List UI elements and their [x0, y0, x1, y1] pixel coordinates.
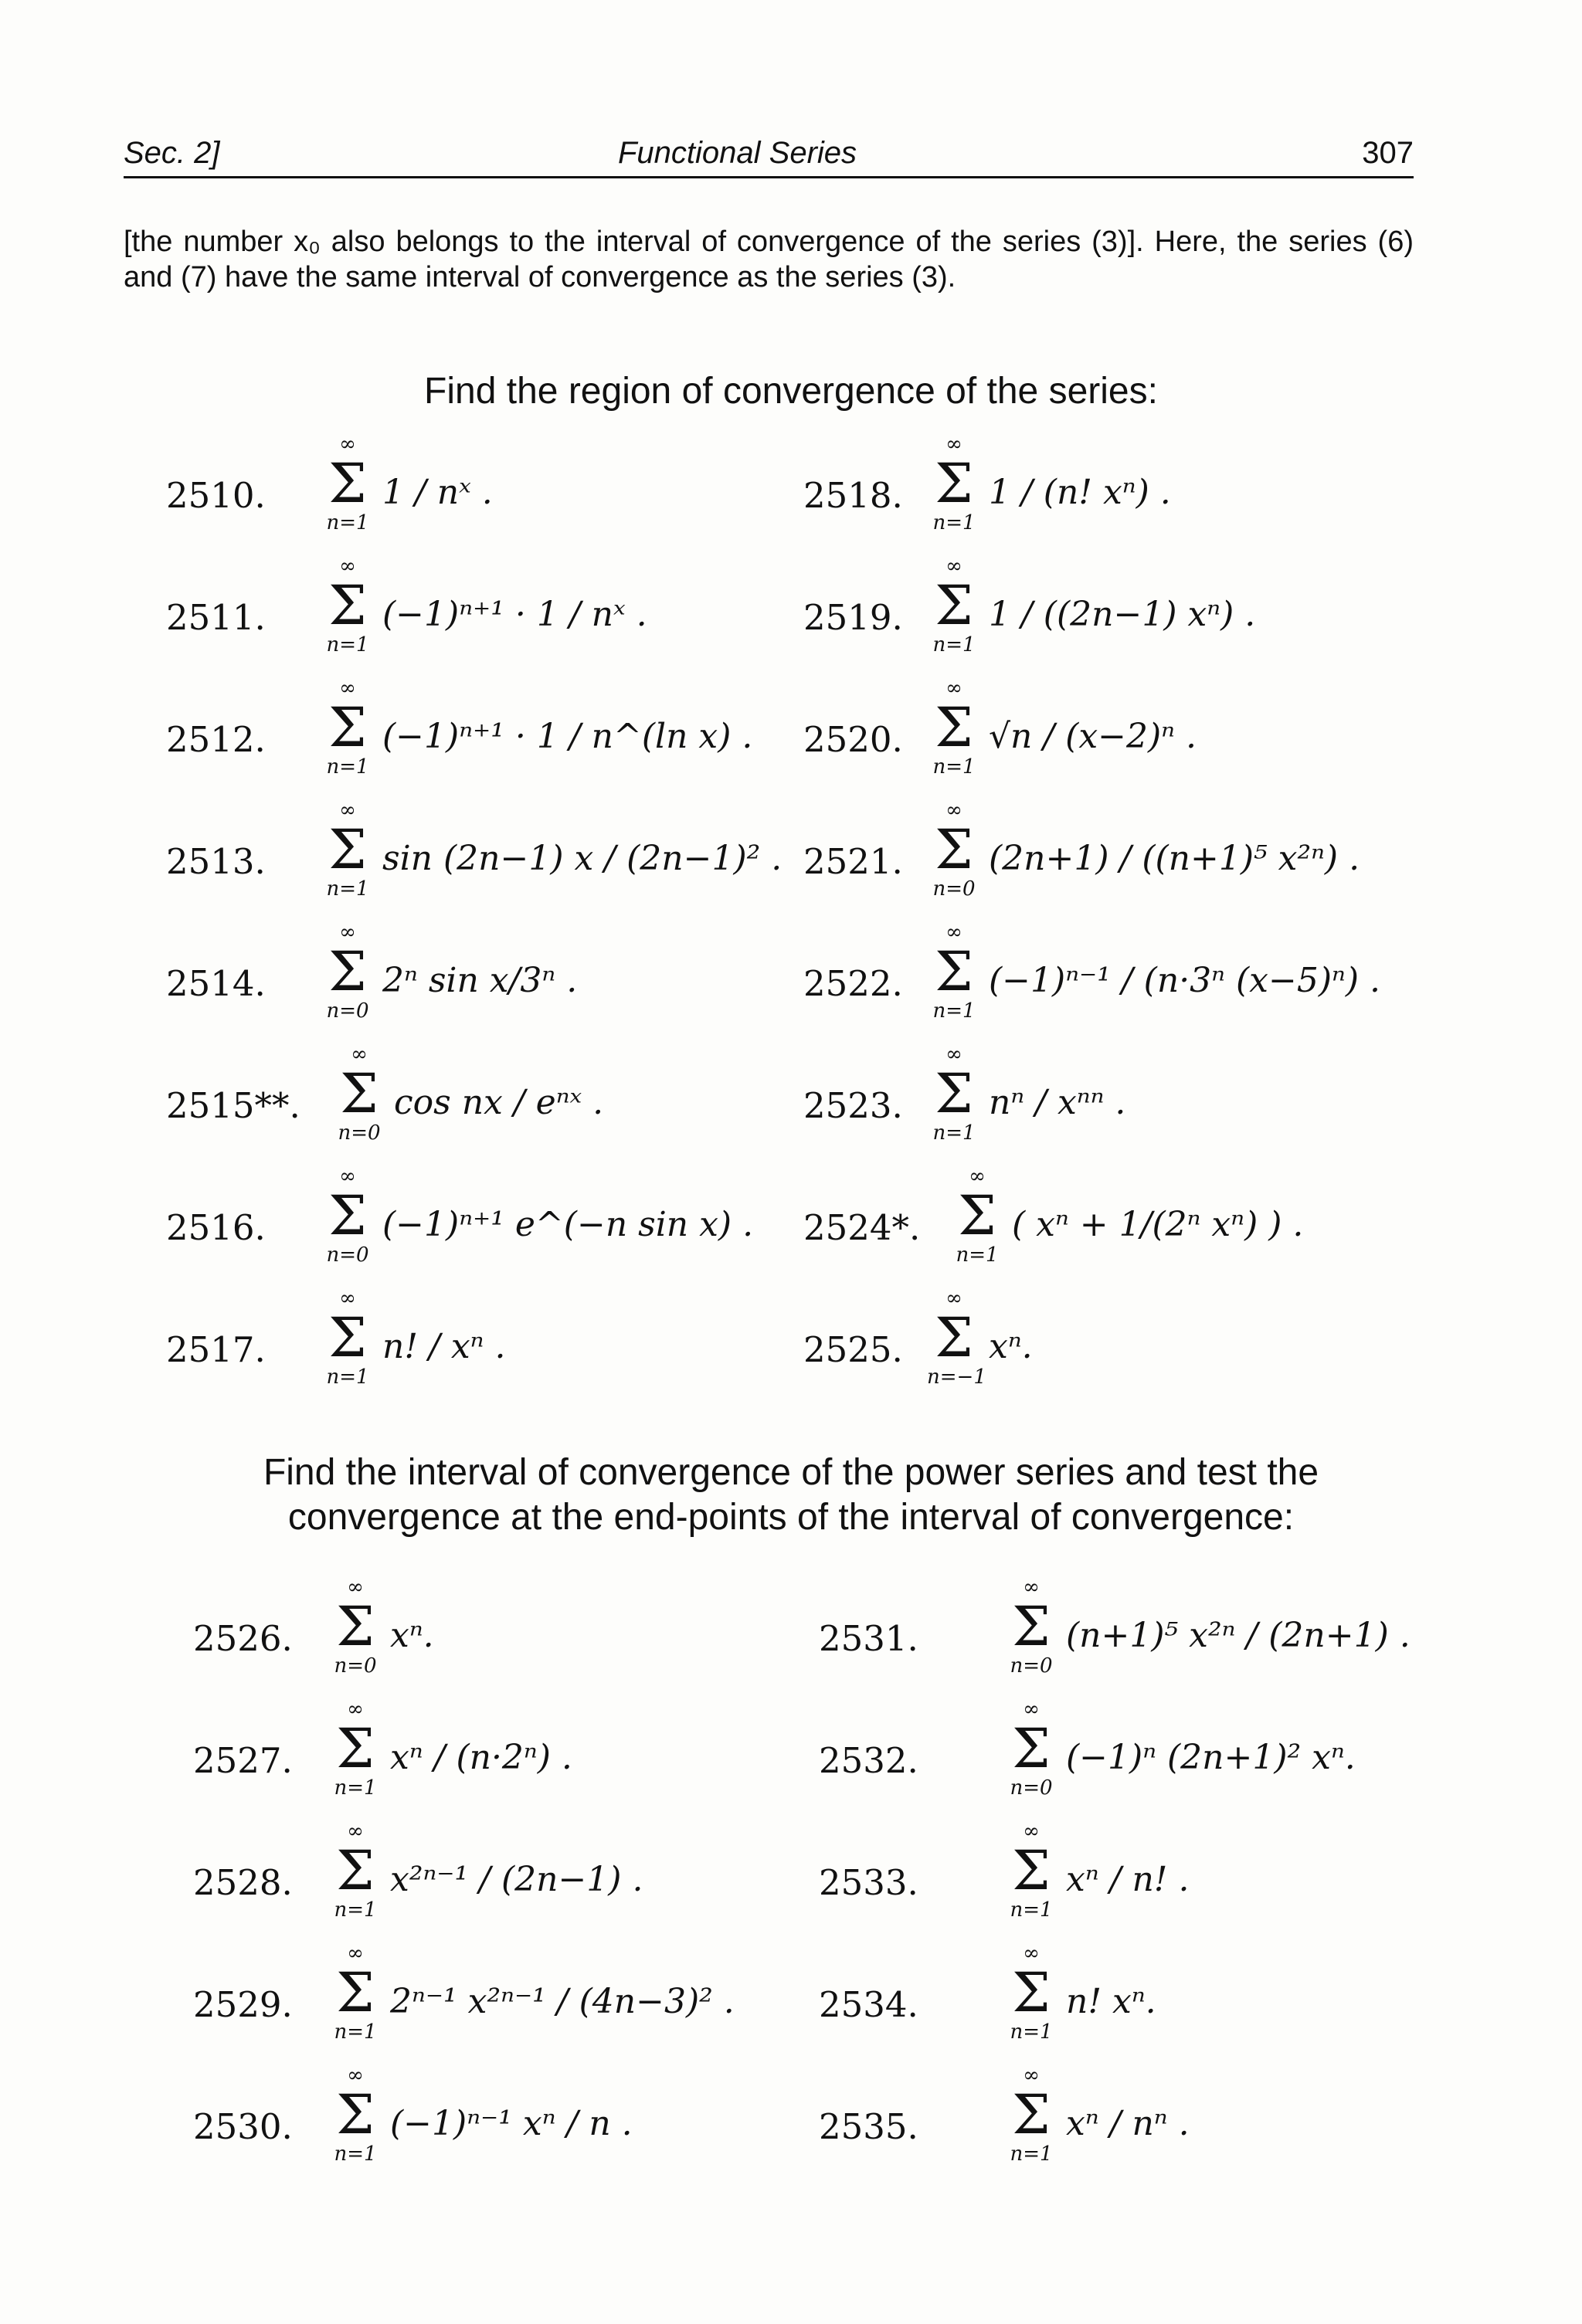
series-term: ( xⁿ + 1/(2ⁿ xⁿ) ) . — [1012, 1205, 1304, 1244]
sigma-sign: ∞ Σ n=1 — [334, 2064, 377, 2166]
problem-number: 2524*. — [803, 1207, 921, 1248]
problem-number: 2520. — [803, 719, 903, 760]
series-term: (n+1)⁵ x²ⁿ / (2n+1) . — [1066, 1616, 1411, 1655]
problem-number: 2512. — [166, 719, 266, 760]
series-term: 1 / (n! xⁿ) . — [989, 473, 1171, 512]
sigma-sign: ∞ Σ n=1 — [932, 555, 976, 656]
problem-2526 — [193, 1576, 780, 1691]
series-term: (−1)ⁿ⁻¹ / (n·3ⁿ (x−5)ⁿ) . — [989, 961, 1380, 1000]
sigma-sign: ∞ Σ n=0 — [338, 1043, 381, 1145]
problem-2518 — [803, 433, 1468, 548]
series-term: 2ⁿ sin x/3ⁿ . — [382, 961, 578, 1000]
problem-2529 — [193, 1942, 780, 2058]
sigma-sign: ∞ Σ n=1 — [326, 677, 369, 779]
series-term: xⁿ. — [989, 1327, 1033, 1366]
problem-2530 — [193, 2064, 780, 2180]
problem-2513 — [166, 799, 783, 914]
problem-2520 — [803, 677, 1468, 792]
series-term: (−1)ⁿ (2n+1)² xⁿ. — [1066, 1738, 1356, 1777]
problem-2523 — [803, 1043, 1468, 1159]
problem-number: 2526. — [193, 1618, 293, 1659]
series-term: (2n+1) / ((n+1)⁵ x²ⁿ) . — [989, 839, 1360, 878]
series-term: xⁿ / n! . — [1066, 1860, 1190, 1899]
sigma-sign: ∞ Σ n=1 — [932, 1043, 976, 1145]
problem-number: 2523. — [803, 1085, 903, 1126]
problem-2514 — [166, 921, 769, 1036]
problem-2535 — [819, 2064, 1468, 2180]
problem-2532 — [819, 1698, 1468, 1813]
sigma-sign: ∞ Σ n=0 — [326, 921, 369, 1023]
problem-number: 2535. — [819, 2106, 918, 2147]
series-term: cos nx / eⁿˣ . — [394, 1083, 604, 1122]
problem-number: 2511. — [166, 597, 266, 638]
series-term: 1 / ((2n−1) xⁿ) . — [989, 595, 1256, 634]
problem-2515 — [166, 1043, 769, 1159]
sigma-sign: ∞ Σ n=1 — [1010, 1942, 1053, 2044]
series-term: xⁿ / (n·2ⁿ) . — [390, 1738, 572, 1777]
problem-2528 — [193, 1820, 780, 1936]
sigma-sign: ∞ Σ n=0 — [932, 799, 976, 901]
problem-2512 — [166, 677, 769, 792]
sigma-sign: ∞ Σ n=0 — [1010, 1576, 1053, 1678]
problem-2534 — [819, 1942, 1468, 2058]
series-term: 2ⁿ⁻¹ x²ⁿ⁻¹ / (4n−3)² . — [390, 1982, 735, 2021]
problem-number: 2517. — [166, 1329, 266, 1370]
series-term: nⁿ / xⁿⁿ . — [989, 1083, 1126, 1122]
problem-2527 — [193, 1698, 780, 1813]
interval-heading: Find the interval of convergence of the power series and test the convergence at the end-points of the interval of convergence: — [263, 1452, 1319, 1538]
series-term: (−1)ⁿ⁺¹ e^(−n sin x) . — [382, 1205, 754, 1244]
problem-number: 2516. — [166, 1207, 266, 1248]
problem-number: 2527. — [193, 1740, 293, 1781]
problem-2524 — [803, 1165, 1468, 1281]
problem-2531 — [819, 1576, 1468, 1691]
page-header — [124, 130, 1414, 178]
problem-number: 2534. — [819, 1984, 918, 2025]
sigma-sign: ∞ Σ n=1 — [334, 1942, 377, 2044]
sigma-sign: ∞ Σ n=−1 — [927, 1287, 986, 1389]
sigma-sign: ∞ Σ n=1 — [334, 1820, 377, 1922]
sigma-sign: ∞ Σ n=1 — [1010, 1820, 1053, 1922]
problem-number: 2525. — [803, 1329, 903, 1370]
sigma-sign: ∞ Σ n=1 — [326, 1287, 369, 1389]
problem-2516 — [166, 1165, 769, 1281]
sigma-sign: ∞ Σ n=1 — [326, 433, 369, 534]
problem-number: 2530. — [193, 2106, 293, 2147]
series-term: xⁿ. — [390, 1616, 434, 1655]
sigma-sign: ∞ Σ n=1 — [932, 921, 976, 1023]
series-term: x²ⁿ⁻¹ / (2n−1) . — [390, 1860, 643, 1899]
series-term: n! xⁿ. — [1066, 1982, 1156, 2021]
region-heading: Find the region of convergence of the series: — [424, 371, 1158, 412]
sigma-sign: ∞ Σ n=1 — [956, 1165, 999, 1267]
problem-number: 2510. — [166, 475, 266, 516]
problem-2521 — [803, 799, 1468, 914]
sigma-sign: ∞ Σ n=0 — [326, 1165, 369, 1267]
problem-2519 — [803, 555, 1468, 670]
series-term: sin (2n−1) x / (2n−1)² . — [382, 839, 783, 878]
problem-number: 2519. — [803, 597, 903, 638]
problem-2533 — [819, 1820, 1468, 1936]
problem-2517 — [166, 1287, 769, 1403]
problem-number: 2532. — [819, 1740, 918, 1781]
sigma-sign: ∞ Σ n=1 — [334, 1698, 377, 1800]
problem-number: 2533. — [819, 1862, 918, 1903]
sigma-sign: ∞ Σ n=1 — [932, 677, 976, 779]
problem-number: 2514. — [166, 963, 266, 1004]
problem-number: 2528. — [193, 1862, 293, 1903]
series-term: xⁿ / nⁿ . — [1066, 2104, 1190, 2143]
problem-number: 2522. — [803, 963, 903, 1004]
sigma-sign: ∞ Σ n=1 — [326, 799, 369, 901]
intro-paragraph — [124, 224, 1414, 295]
series-term: √n / (x−2)ⁿ . — [989, 717, 1197, 756]
problem-number: 2531. — [819, 1618, 918, 1659]
problem-number: 2513. — [166, 841, 266, 882]
sigma-sign: ∞ Σ n=1 — [932, 433, 976, 534]
problem-2511 — [166, 555, 769, 670]
intro-text: [the number x₀ also belongs to the interval of convergence of the series (3)]. Here, the series (6) and (7) have the same interval of convergence as the series (3). — [124, 226, 1414, 293]
page-number: 307 — [1362, 136, 1414, 170]
sigma-sign: ∞ Σ n=0 — [1010, 1698, 1053, 1800]
problem-number: 2518. — [803, 475, 903, 516]
problem-number: 2515**. — [166, 1085, 300, 1126]
series-term: n! / xⁿ . — [382, 1327, 506, 1366]
problem-number: 2529. — [193, 1984, 293, 2025]
series-term: (−1)ⁿ⁺¹ · 1 / n^(ln x) . — [382, 717, 753, 756]
running-title: Functional Series — [618, 136, 857, 170]
sigma-sign: ∞ Σ n=1 — [1010, 2064, 1053, 2166]
section-label: Sec. 2] — [124, 136, 220, 170]
sigma-sign: ∞ Σ n=1 — [326, 555, 369, 656]
problem-2522 — [803, 921, 1468, 1036]
series-term: (−1)ⁿ⁻¹ xⁿ / n . — [390, 2104, 633, 2143]
problem-number: 2521. — [803, 841, 903, 882]
sigma-sign: ∞ Σ n=0 — [334, 1576, 377, 1678]
series-term: 1 / nˣ . — [382, 473, 493, 512]
problem-2525 — [803, 1287, 1468, 1403]
problem-2510 — [166, 433, 769, 548]
series-term: (−1)ⁿ⁺¹ · 1 / nˣ . — [382, 595, 647, 634]
